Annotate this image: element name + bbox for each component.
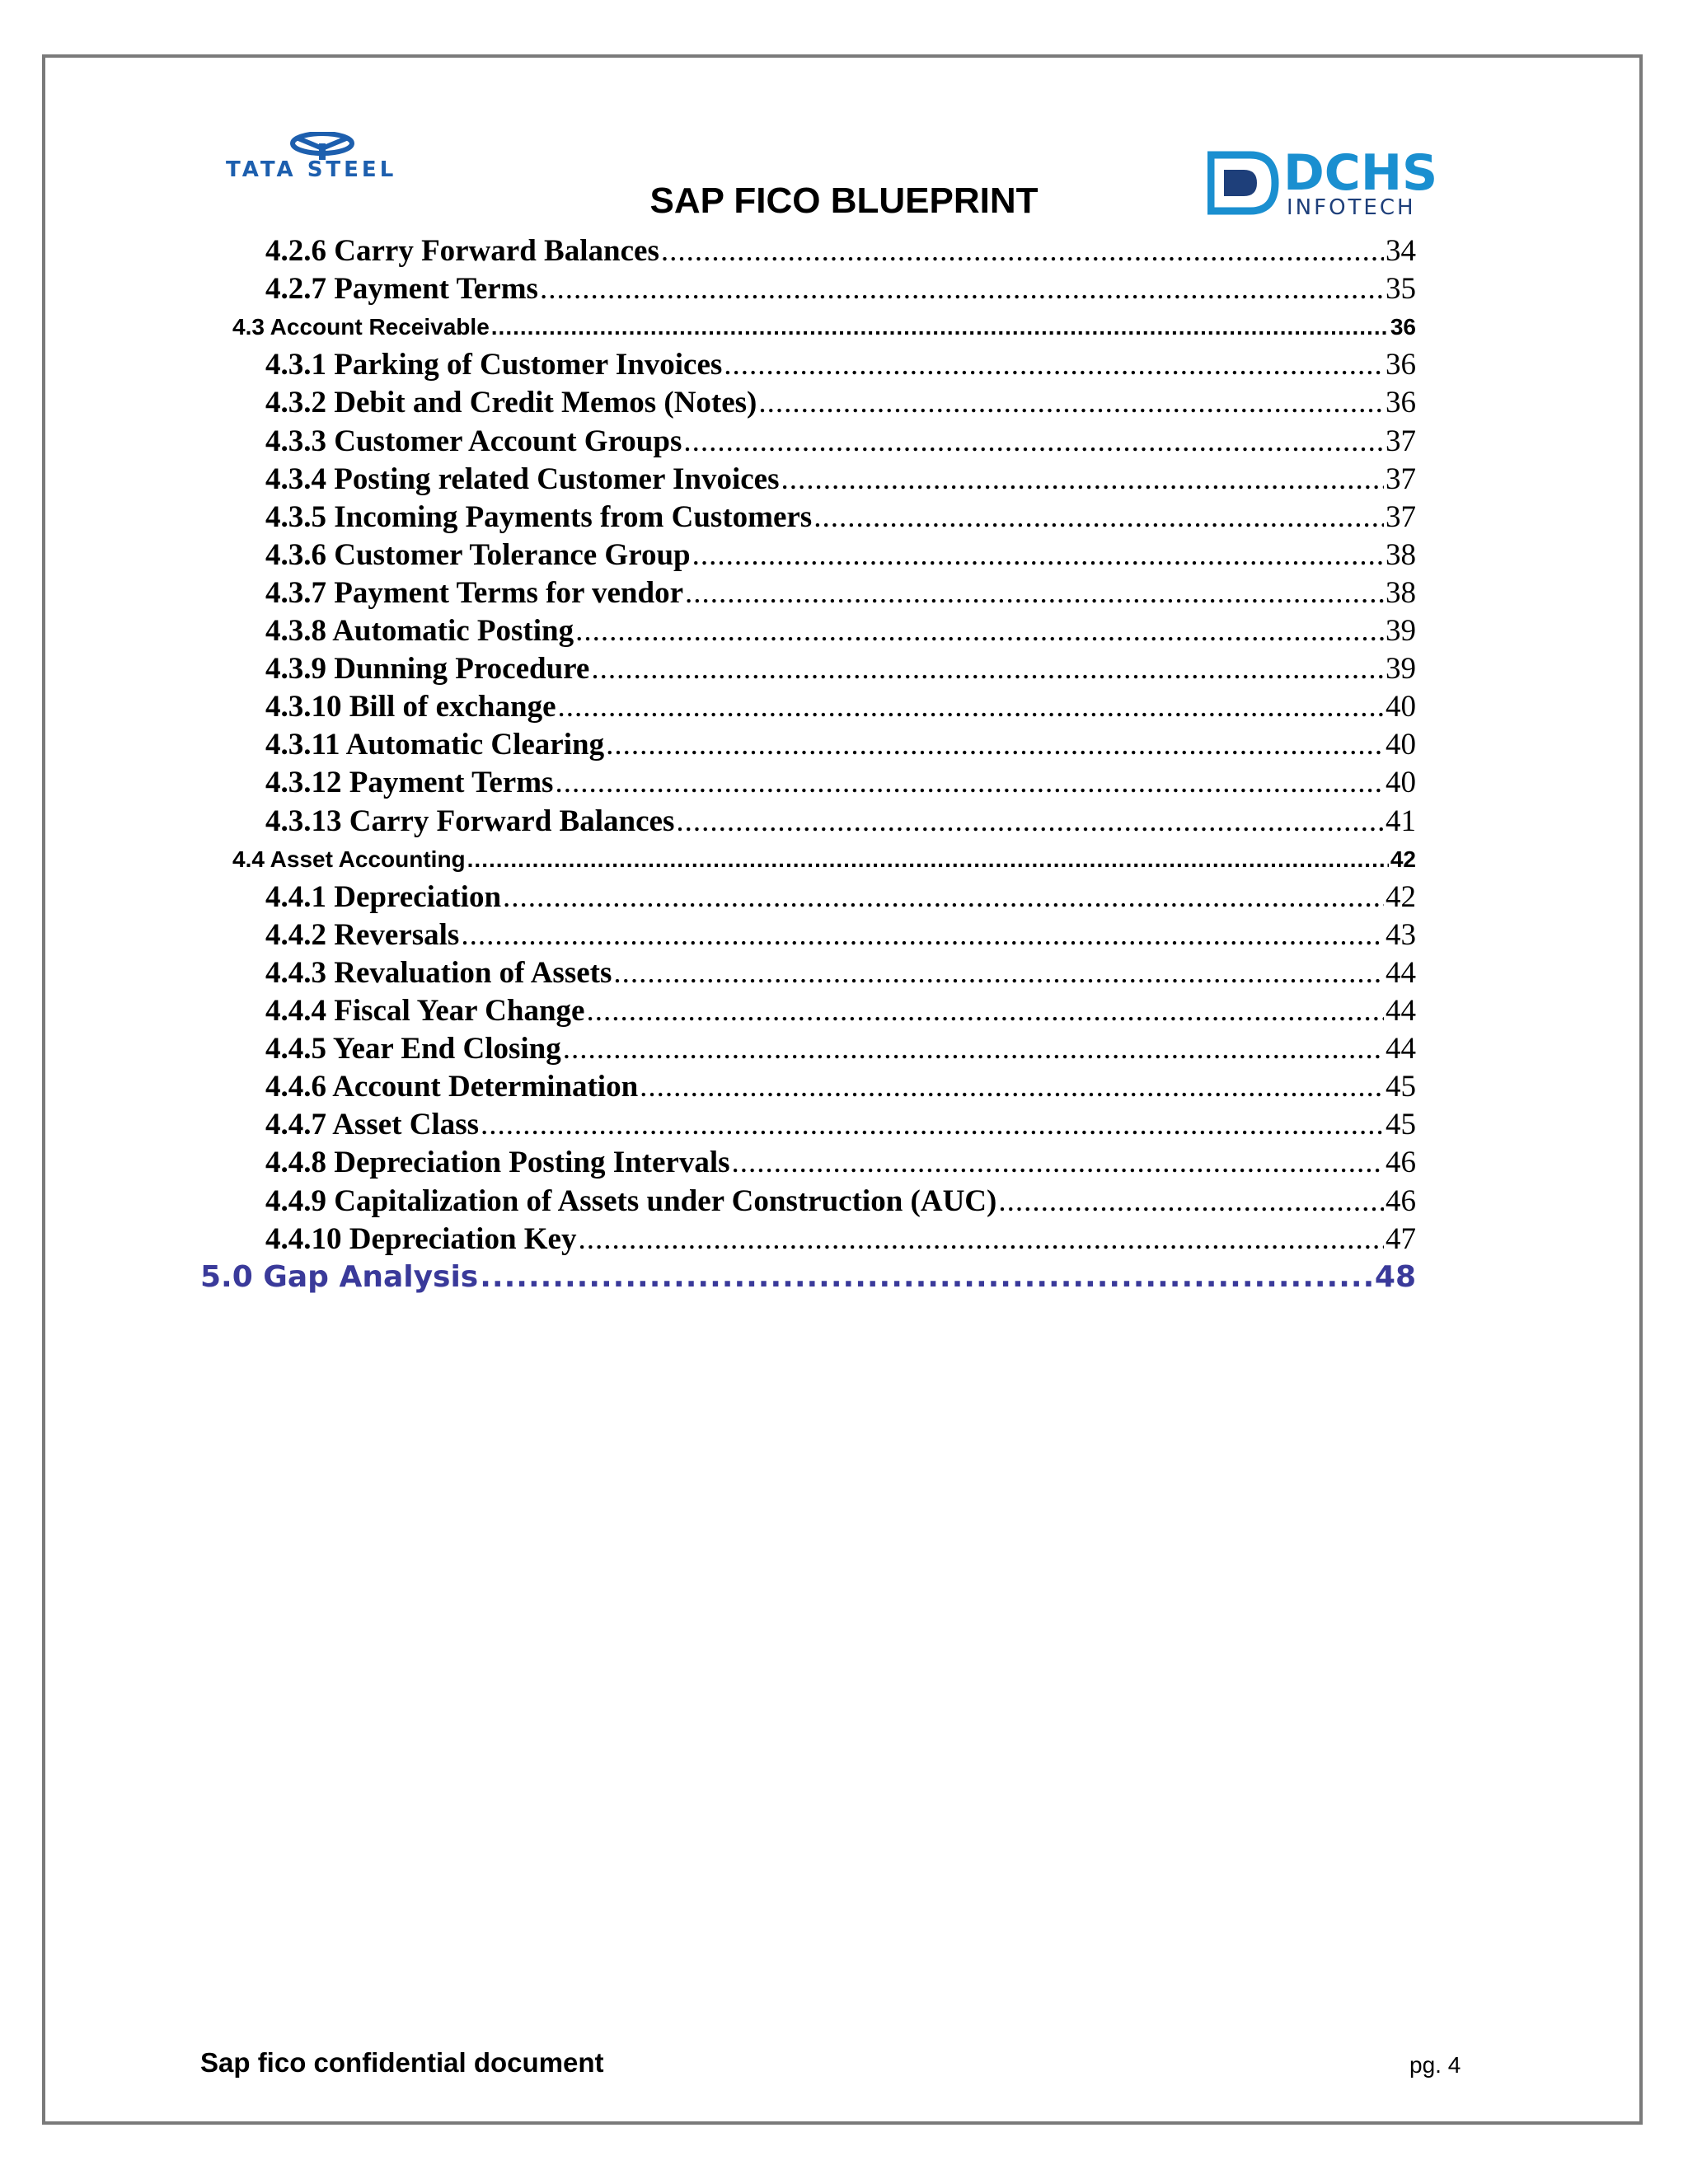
toc-entry-page-number: 40: [1386, 690, 1416, 724]
toc-entry[interactable]: [265, 537, 1416, 574]
toc-entry-page-number: 38: [1386, 576, 1416, 610]
toc-dot-leader: [683, 423, 1384, 461]
toc-entry-label: 4.4.8 Depreciation Posting Intervals: [265, 1146, 730, 1179]
toc-entry-label: 4.3.2 Debit and Credit Memos (Notes): [265, 386, 757, 419]
toc-entry-label: 4.3.9 Dunning Procedure: [265, 652, 590, 686]
toc-entry-label: 4.3.1 Parking of Customer Invoices: [265, 348, 723, 382]
toc-entry-label: 4.4.6 Account Determination: [265, 1070, 639, 1104]
toc-entry-page-number: 36: [1390, 314, 1416, 340]
toc-dot-leader: [503, 879, 1384, 916]
toc-entry-label: 4.2.6 Carry Forward Balances: [265, 234, 659, 268]
toc-dot-leader: [591, 650, 1384, 688]
tata-logo-text: TATA STEEL: [226, 157, 397, 182]
toc-entry[interactable]: [265, 1221, 1416, 1258]
toc-dot-leader: [481, 1106, 1384, 1144]
toc-dot-leader: [540, 270, 1384, 308]
toc-dot-leader: [758, 384, 1384, 422]
toc-entry[interactable]: [265, 764, 1416, 802]
toc-entry-page-number: 34: [1386, 234, 1416, 268]
toc-entry-label: 4.3.12 Payment Terms: [265, 766, 554, 799]
document-title: SAP FICO BLUEPRINT: [649, 180, 1039, 221]
toc-entry[interactable]: [265, 232, 1416, 270]
toc-entry[interactable]: [265, 688, 1416, 726]
toc-entry-label: 4.4.10 Depreciation Key: [265, 1222, 577, 1256]
toc-entry-label: 4.3.13 Carry Forward Balances: [265, 804, 675, 838]
toc-entry-page-number: 42: [1390, 846, 1416, 872]
toc-entry-label: 4.3.10 Bill of exchange: [265, 690, 556, 724]
toc-entry[interactable]: [265, 992, 1416, 1030]
toc-entry[interactable]: [265, 1068, 1416, 1106]
toc-entry-label: 4.4.9 Capitalization of Assets under Construction (AUC): [265, 1184, 997, 1218]
toc-entry-label: 4.4.1 Depreciation: [265, 880, 502, 914]
toc-entry-page-number: 46: [1386, 1184, 1416, 1218]
toc-entry-label: 4.4 Asset Accounting: [232, 846, 466, 872]
toc-entry-label: 4.3.6 Customer Tolerance Group: [265, 538, 691, 572]
toc-entry-label: 5.0 Gap Analysis: [200, 1260, 479, 1294]
toc-dot-leader: [613, 954, 1384, 992]
toc-dot-leader: [640, 1068, 1384, 1106]
toc-entry-page-number: 46: [1386, 1146, 1416, 1179]
toc-entry[interactable]: [265, 879, 1416, 916]
toc-entry-page-number: 40: [1386, 728, 1416, 762]
toc-entry-page-number: 38: [1386, 538, 1416, 572]
toc-entry-label: 4.4.5 Year End Closing: [265, 1032, 561, 1066]
toc-entry-page-number: 36: [1386, 348, 1416, 382]
toc-entry[interactable]: [265, 803, 1416, 841]
toc-dot-leader: [732, 1144, 1384, 1182]
toc-chapter-entry[interactable]: [232, 308, 1416, 346]
tata-steel-logo: [226, 132, 450, 181]
toc-entry-page-number: 36: [1386, 386, 1416, 419]
toc-entry-page-number: 43: [1386, 918, 1416, 952]
toc-dot-leader: [998, 1183, 1384, 1221]
toc-entry[interactable]: [265, 423, 1416, 461]
toc-entry-label: 4.3.5 Incoming Payments from Customers: [265, 500, 813, 534]
toc-entry-label: 4.3 Account Receivable: [232, 314, 490, 340]
toc-dot-leader: [692, 537, 1384, 574]
toc-entry-label: 4.4.3 Revaluation of Assets: [265, 956, 612, 990]
toc-entry-label: 4.3.8 Automatic Posting: [265, 614, 574, 648]
toc-dot-leader: [461, 916, 1384, 954]
toc-entry-page-number: 40: [1386, 766, 1416, 799]
toc-dot-leader: [578, 1221, 1384, 1258]
toc-entry-page-number: 44: [1386, 956, 1416, 990]
toc-dot-leader: [724, 346, 1384, 384]
toc-dot-leader: [555, 764, 1384, 802]
toc-dot-leader: [575, 612, 1384, 650]
tata-emblem-icon: [290, 132, 354, 160]
toc-entry[interactable]: [265, 270, 1416, 308]
toc-entry-page-number: 37: [1386, 424, 1416, 458]
dchs-logo-text: DCHS: [1283, 147, 1438, 202]
toc-entry-label: 4.3.7 Payment Terms for vendor: [265, 576, 683, 610]
toc-entry[interactable]: [265, 461, 1416, 499]
toc-dot-leader: [685, 574, 1384, 612]
toc-entry[interactable]: [265, 650, 1416, 688]
toc-entry[interactable]: [265, 346, 1416, 384]
toc-entry-page-number: 48: [1374, 1260, 1416, 1294]
toc-entry-page-number: 44: [1386, 1032, 1416, 1066]
toc-dot-leader: [467, 841, 1389, 879]
toc-section-entry[interactable]: [200, 1258, 1416, 1296]
toc-entry-label: 4.4.7 Asset Class: [265, 1108, 480, 1141]
toc-dot-leader: [661, 232, 1384, 270]
toc-entry-page-number: 39: [1386, 614, 1416, 648]
toc-entry-label: 4.4.2 Reversals: [265, 918, 460, 952]
toc-dot-leader: [586, 992, 1384, 1030]
toc-dot-leader: [606, 726, 1384, 764]
toc-entry-label: 4.3.11 Automatic Clearing: [265, 728, 605, 762]
toc-dot-leader: [558, 688, 1384, 726]
toc-dot-leader: [563, 1030, 1384, 1068]
toc-entry-page-number: 47: [1386, 1222, 1416, 1256]
toc-chapter-entry[interactable]: [232, 841, 1416, 879]
toc-dot-leader: [814, 499, 1384, 537]
toc-entry[interactable]: [265, 916, 1416, 954]
toc-entry-label: 4.4.4 Fiscal Year Change: [265, 994, 585, 1028]
toc-entry-label: 4.2.7 Payment Terms: [265, 272, 538, 306]
toc-entry-page-number: 35: [1386, 272, 1416, 306]
toc-entry[interactable]: [265, 954, 1416, 992]
toc-dot-leader: [480, 1258, 1373, 1296]
toc-entry-page-number: 37: [1386, 500, 1416, 534]
toc-entry[interactable]: [265, 1144, 1416, 1182]
footer-page-number: pg. 4: [1409, 2052, 1461, 2078]
toc-entry-page-number: 44: [1386, 994, 1416, 1028]
toc-entry-label: 4.3.3 Customer Account Groups: [265, 424, 682, 458]
toc-dot-leader: [781, 461, 1384, 499]
toc-entry[interactable]: [265, 726, 1416, 764]
footer-confidential-text: Sap fico confidential document: [200, 2047, 604, 2078]
toc-entry[interactable]: [265, 1030, 1416, 1068]
toc-entry-page-number: 39: [1386, 652, 1416, 686]
toc-dot-leader: [491, 308, 1389, 346]
toc-entry-page-number: 45: [1386, 1070, 1416, 1104]
toc-entry[interactable]: [265, 499, 1416, 537]
toc-entry[interactable]: [265, 1183, 1416, 1221]
toc-entry-label: 4.3.4 Posting related Customer Invoices: [265, 462, 780, 496]
toc-entry[interactable]: [265, 612, 1416, 650]
dchs-logo-subtext: INFOTECH: [1287, 195, 1416, 219]
toc-entry[interactable]: [265, 1106, 1416, 1144]
toc-entry[interactable]: [265, 384, 1416, 422]
toc-entry-page-number: 41: [1386, 804, 1416, 838]
toc-dot-leader: [676, 803, 1384, 841]
toc-entry[interactable]: [265, 574, 1416, 612]
toc-entry-page-number: 42: [1386, 880, 1416, 914]
toc-entry-page-number: 45: [1386, 1108, 1416, 1141]
toc-entry-page-number: 37: [1386, 462, 1416, 496]
